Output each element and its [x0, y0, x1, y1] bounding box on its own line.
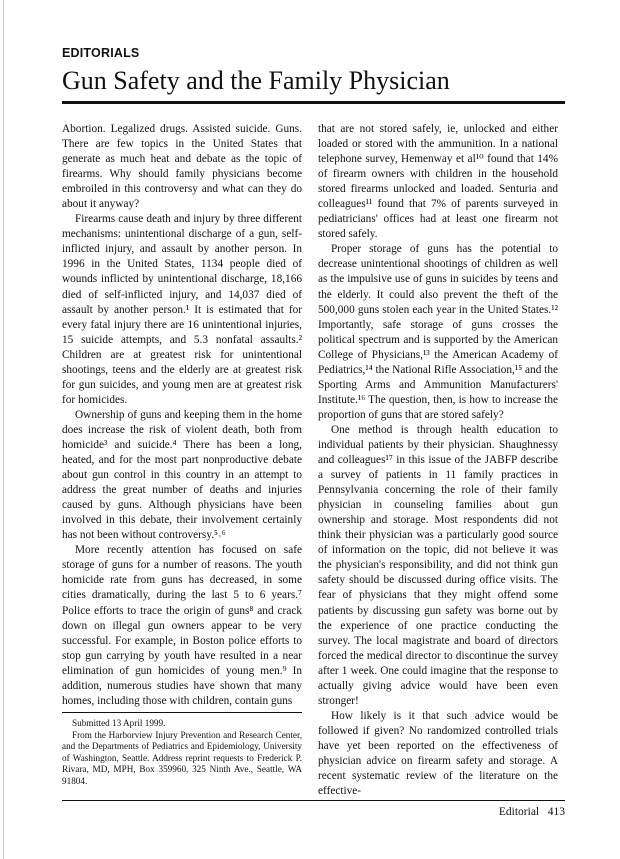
footnote — [62, 718, 302, 788]
paragraph: Ownership of guns and keeping them in the home does increase the risk of violent death, both from homicide³ and suicide.⁴ There has been a long, heated, and for the most part nonproductive debate about gun control in this country in an attempt to address the great number of deaths and injuries caused by guns. Although physicians have been involved in this debate, their involvement certainly has not been without controversy.⁵˒⁶ — [62, 408, 302, 542]
paragraph: Proper storage of guns has the potential to decrease unintentional shootings of children as well as the impulsive use of guns in suicides by teens and the elderly. It could also prevent the theft of the 500,000 guns stolen each year in the United States.¹² Importantly, safe storage of guns crosses the political spectrum and is supported by the American College of Physicians,¹³ the American Academy of Pediatrics,¹⁴ the National Rifle Association,¹⁵ and the Sporting Arms and Ammunition Manufacturers' Institute.¹⁶ The question, then, is how to increase the proportion of guns that are stored safely? — [318, 243, 558, 421]
paragraph: that are not stored safely, ie, unlocked and either loaded or stored with the ammunition. In a national telephone survey, Hemenway et al¹⁰ found that 14% of firearm owners with children in the household stored firearms unlocked and loaded. Senturia and colleagues¹¹ found that 7% of parents surveyed in pediatricians' offices had at least one firearm not stored safely. — [318, 123, 558, 241]
right-column — [318, 122, 558, 799]
running-footer: Editorial 413 — [498, 806, 565, 818]
footnote-affiliation: From the Harborview Injury Prevention and Research Center, and the Departments of Pediatrics and Epidemiology, University of Washington, Seattle. Address reprint requests to Frederick P. Rivara, MD, MPH, Box 359960, 325 Ninth Ave., Seattle, WA 91804. — [62, 729, 302, 786]
article-title: Gun Safety and the Family Physician — [62, 66, 450, 95]
footnote-rule — [62, 712, 302, 713]
paragraph: Abortion. Legalized drugs. Assisted suicide. Guns. There are few topics in the United States that generate as much heat and debate as the topic of firearms. Why should family physicians become embroiled in this controversy and what can they do about it anyway? — [62, 123, 302, 211]
page-edge-line — [3, 0, 4, 859]
paragraph: Firearms cause death and injury by three different mechanisms: unintentional discharge of a gun, self-inflicted injury, and assault by another person. In 1996 in the United States, 1134 people died of wounds inflicted by unintentional discharge, 18,166 died of self-inflicted injury, and 14,037 died of assault by another person.¹ It is estimated that for every fatal injury there are 16 unintentional injuries, 15 suicide attempts, and 5.3 nonfatal assaults.² Children are at greatest risk for unintentional shootings, teens and the elderly are at greatest risk for gun suicides, and young men are at greatest risk for homicides. — [62, 213, 302, 406]
footnote-submitted: Submitted 13 April 1999. — [72, 718, 166, 728]
paragraph: More recently attention has focused on safe storage of guns for a number of reasons. The youth homicide rate from guns has decreased, in some cities dramatically, during the last 5 to 6 years.⁷ Police efforts to trace the origin of guns⁸ and crack down on illegal gun owners appear to be very successful. For example, in Boston police efforts to stop gun carrying by youth have resulted in a near elimination of gun homicides of young men.⁹ In addition, numerous studies have shown that many homes, including those with children, contain guns — [62, 544, 302, 707]
left-column — [62, 122, 302, 709]
paragraph: One method is through health education to individual patients by their physician. Shaughnessy and colleagues¹⁷ in this issue of the JABFP describe a survey of patients in 11 family practices in Pennsylvania concerning the role of their family physician in counseling families about gun ownership and storage. Most respondents did not think their physician was a particularly good source of information on the topic, did not believe it was the physician's responsibility, and did not think gun safety should be discussed during office visits. The fear of physicians that they might offend some patients by discussing gun safety was borne out by the experience of one practice conducting the survey. The local magistrate and board of directors forced the medical director to discontinue the survey after 1 week. One could imagine that the response to actually giving advice would have been even stronger! — [318, 423, 558, 707]
footer-rule — [62, 800, 565, 801]
section-label: EDITORIALS — [62, 46, 140, 60]
paragraph: How likely is it that such advice would be followed if given? No randomized controlled trials have yet been reported on the effectiveness of physician advice on firearm safety and storage. A recent systematic review of the literature on the effective- — [318, 709, 558, 798]
title-rule — [62, 101, 565, 104]
